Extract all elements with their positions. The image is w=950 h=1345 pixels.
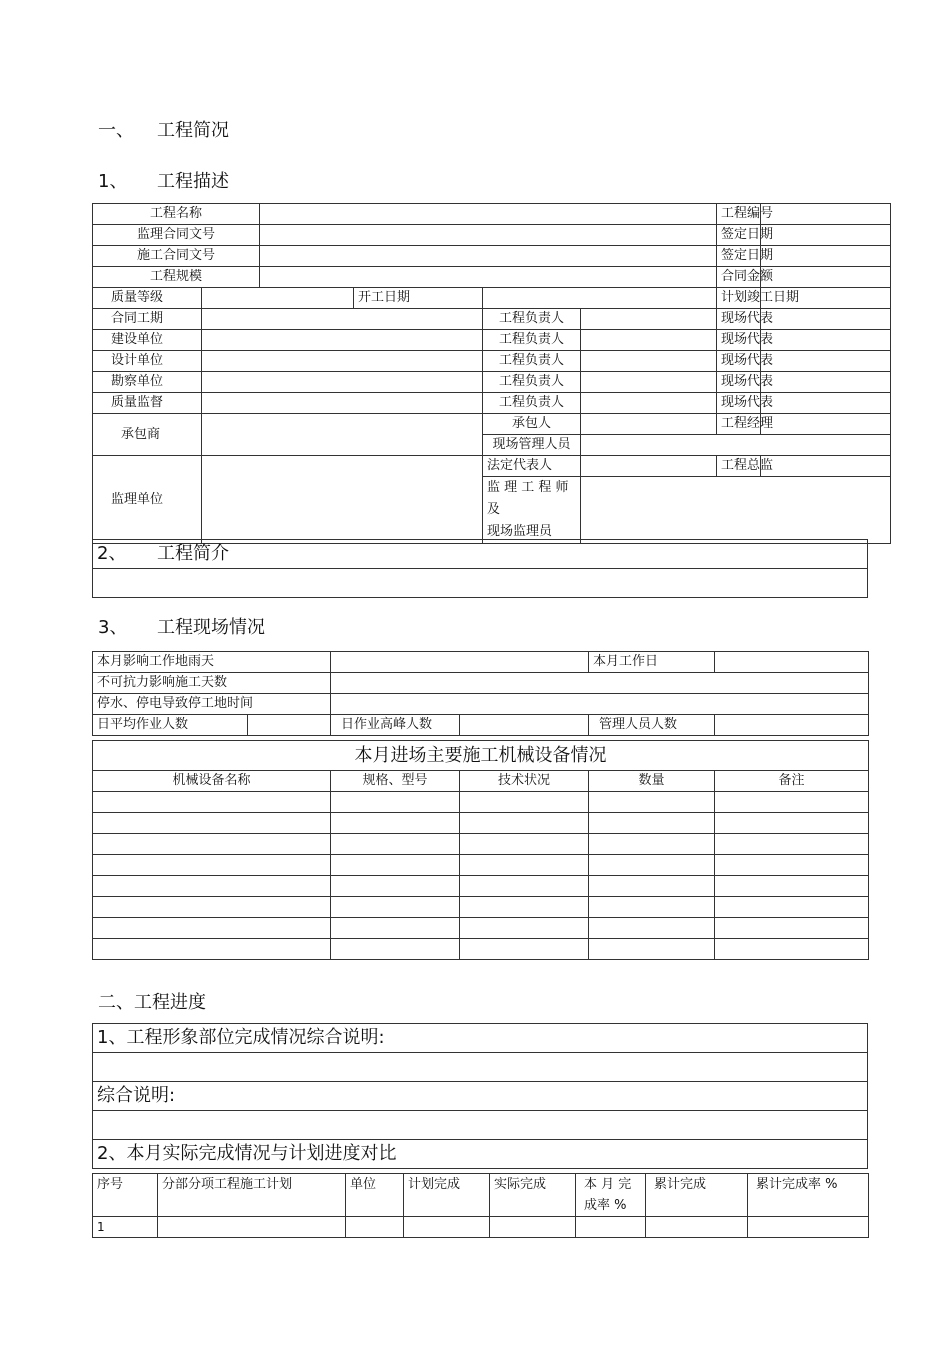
label-project-leader: 工程负责人 — [483, 309, 581, 330]
value-outage-time[interactable] — [331, 694, 869, 715]
label-project-leader: 工程负责人 — [483, 351, 581, 372]
cell[interactable] — [460, 876, 589, 897]
section-heading-overview — [98, 116, 229, 142]
cell[interactable] — [748, 1217, 869, 1238]
value-avg-workers[interactable] — [248, 715, 331, 736]
value-supervision-contract-no[interactable] — [260, 225, 717, 246]
cell[interactable] — [93, 813, 331, 834]
table-row — [93, 876, 869, 897]
label-site-rep: 现场代表 — [717, 351, 761, 372]
cell[interactable] — [346, 1217, 404, 1238]
value-legal-rep[interactable] — [581, 456, 717, 477]
header-cumulative: 累计完成 — [646, 1174, 748, 1217]
table-row — [93, 813, 869, 834]
label-legal-rep: 法定代表人 — [483, 456, 581, 477]
cell[interactable] — [93, 792, 331, 813]
cell[interactable] — [715, 813, 869, 834]
cell[interactable] — [490, 1217, 576, 1238]
value-site-rep[interactable] — [761, 351, 891, 372]
label-supervision-unit: 监理单位 — [93, 456, 202, 544]
section-number: 一、 — [98, 120, 134, 141]
value-designer[interactable] — [202, 351, 483, 372]
section-number: 1、 — [98, 171, 128, 192]
header-unit: 单位 — [346, 1174, 404, 1217]
header-planned: 计划完成 — [404, 1174, 490, 1217]
label-contract-period: 合同工期 — [93, 309, 202, 330]
cell[interactable] — [331, 813, 460, 834]
header-month-rate — [576, 1174, 646, 1217]
label-signing-date: 签定日期 — [717, 225, 761, 246]
cell[interactable] — [576, 1217, 646, 1238]
label-work-days: 本月工作日 — [589, 652, 715, 673]
cell[interactable] — [589, 876, 715, 897]
label-project-leader: 工程负责人 — [483, 330, 581, 351]
value-project-no[interactable] — [761, 204, 891, 225]
value-surveyor[interactable] — [202, 372, 483, 393]
table-row — [93, 1217, 869, 1238]
label-peak-workers: 日作业高峰人数 — [331, 715, 460, 736]
label-avg-workers: 日平均作业人数 — [93, 715, 248, 736]
value-site-rep[interactable] — [761, 309, 891, 330]
cell[interactable] — [331, 918, 460, 939]
table-row — [93, 939, 869, 960]
value-start-date[interactable] — [483, 288, 717, 309]
value-contractor[interactable] — [202, 414, 483, 456]
cell[interactable] — [715, 897, 869, 918]
section-title: 工程简况 — [157, 120, 229, 141]
project-intro-table — [92, 539, 868, 598]
cell[interactable] — [715, 792, 869, 813]
label-builder: 建设单位 — [93, 330, 202, 351]
label-supervisors — [483, 477, 581, 544]
cell[interactable] — [715, 855, 869, 876]
cell[interactable] — [331, 939, 460, 960]
label-supervisors-line2: 现场监理员 — [487, 524, 553, 539]
label-rain-days: 本月影响工作地雨天 — [93, 652, 331, 673]
value-project-leader[interactable] — [581, 372, 717, 393]
cell[interactable] — [93, 876, 331, 897]
label-signing-date: 签定日期 — [717, 246, 761, 267]
cell[interactable] — [715, 939, 869, 960]
value-project-leader[interactable] — [581, 330, 717, 351]
progress-summary-table — [92, 1023, 868, 1169]
label-project-manager: 工程经理 — [717, 414, 761, 435]
cell[interactable] — [460, 897, 589, 918]
label-planned-completion: 计划竣工日期 — [717, 288, 761, 309]
value-work-days[interactable] — [715, 652, 869, 673]
equipment-header: 备注 — [715, 771, 869, 792]
value-site-management[interactable] — [581, 435, 891, 456]
section-title: 工程描述 — [157, 171, 229, 192]
label-surveyor: 勘察单位 — [93, 372, 202, 393]
label-quality-supervision: 质量监督 — [93, 393, 202, 414]
cell[interactable] — [93, 897, 331, 918]
label-force-majeure: 不可抗力影响施工天数 — [93, 673, 331, 694]
cell[interactable] — [404, 1217, 490, 1238]
header-month-rate-line1: 本 月 完 — [584, 1177, 632, 1192]
cell[interactable] — [331, 876, 460, 897]
project-description-table — [92, 203, 891, 544]
cell[interactable] — [93, 939, 331, 960]
value-project-name[interactable] — [260, 204, 717, 225]
cell[interactable] — [715, 918, 869, 939]
cell[interactable] — [460, 813, 589, 834]
value-quality-supervision[interactable] — [202, 393, 483, 414]
value-contract-period[interactable] — [202, 309, 483, 330]
project-intro-heading — [93, 540, 868, 569]
cell[interactable] — [331, 834, 460, 855]
cell[interactable] — [331, 897, 460, 918]
cell[interactable] — [460, 918, 589, 939]
section-title: 工程简介 — [157, 543, 229, 564]
value-contract-amount[interactable] — [761, 267, 891, 288]
equipment-header: 技术状况 — [460, 771, 589, 792]
value-site-rep[interactable] — [761, 330, 891, 351]
value-project-leader[interactable] — [581, 351, 717, 372]
section-heading-progress: 二、工程进度 — [98, 992, 206, 1013]
label-supervisors-line1: 监 理 工 程 师 及 — [487, 480, 569, 517]
section-heading-description — [98, 167, 229, 193]
equipment-title: 本月进场主要施工机械设备情况 — [93, 741, 869, 771]
section-title: 工程现场情况 — [157, 617, 265, 638]
summary-heading-1: 1、工程形象部位完成情况综合说明: — [93, 1024, 868, 1053]
value-project-leader[interactable] — [581, 309, 717, 330]
value-construction-contract-no[interactable] — [260, 246, 717, 267]
cell[interactable] — [589, 834, 715, 855]
value-signing-date[interactable] — [761, 225, 891, 246]
label-contracting-person: 承包人 — [483, 414, 581, 435]
section-number: 2、 — [97, 543, 127, 564]
section-heading-site — [98, 613, 265, 639]
equipment-header: 数量 — [589, 771, 715, 792]
header-actual: 实际完成 — [490, 1174, 576, 1217]
value-site-rep[interactable] — [761, 372, 891, 393]
label-chief-supervisor: 工程总监 — [717, 456, 761, 477]
label-managers: 管理人员人数 — [589, 715, 715, 736]
cell[interactable] — [331, 792, 460, 813]
cell[interactable] — [589, 792, 715, 813]
project-intro-content[interactable] — [93, 569, 868, 598]
value-chief-supervisor[interactable] — [761, 456, 891, 477]
label-supervision-contract-no: 监理合同文号 — [93, 225, 260, 246]
cell[interactable] — [331, 855, 460, 876]
cell[interactable] — [715, 834, 869, 855]
cell[interactable] — [589, 918, 715, 939]
cell[interactable] — [646, 1217, 748, 1238]
label-outage-time: 停水、停电导致停工地时间 — [93, 694, 331, 715]
value-contracting-person[interactable] — [581, 414, 717, 435]
value-peak-workers[interactable] — [460, 715, 589, 736]
label-construction-contract-no: 施工合同文号 — [93, 246, 260, 267]
table-row — [93, 897, 869, 918]
cell[interactable] — [460, 939, 589, 960]
equipment-header: 规格、型号 — [331, 771, 460, 792]
value-project-leader[interactable] — [581, 393, 717, 414]
cell[interactable] — [158, 1217, 346, 1238]
label-site-rep: 现场代表 — [717, 309, 761, 330]
value-supervision-unit[interactable] — [202, 456, 483, 544]
value-builder[interactable] — [202, 330, 483, 351]
summary-heading-2: 综合说明: — [93, 1082, 868, 1111]
cell[interactable] — [589, 855, 715, 876]
label-site-rep: 现场代表 — [717, 330, 761, 351]
summary-content-2[interactable] — [93, 1111, 868, 1140]
label-site-rep: 现场代表 — [717, 372, 761, 393]
label-start-date: 开工日期 — [354, 288, 483, 309]
section-number: 3、 — [98, 617, 128, 638]
row-seq: 1 — [93, 1217, 158, 1238]
cell[interactable] — [460, 834, 589, 855]
cell[interactable] — [93, 834, 331, 855]
label-quality-grade: 质量等级 — [93, 288, 202, 309]
equipment-header: 机械设备名称 — [93, 771, 331, 792]
label-designer: 设计单位 — [93, 351, 202, 372]
table-row — [93, 834, 869, 855]
value-site-rep[interactable] — [761, 393, 891, 414]
label-project-scale: 工程规模 — [93, 267, 260, 288]
cell[interactable] — [460, 855, 589, 876]
value-rain-days[interactable] — [331, 652, 589, 673]
label-project-leader: 工程负责人 — [483, 372, 581, 393]
header-seq: 序号 — [93, 1174, 158, 1217]
label-contract-amount: 合同金额 — [717, 267, 761, 288]
label-project-no: 工程编号 — [717, 204, 761, 225]
header-cumulative-rate: 累计完成率 % — [748, 1174, 869, 1217]
cell[interactable] — [589, 939, 715, 960]
cell[interactable] — [93, 918, 331, 939]
label-site-rep: 现场代表 — [717, 393, 761, 414]
cell[interactable] — [93, 855, 331, 876]
table-row — [93, 855, 869, 876]
value-managers[interactable] — [715, 715, 869, 736]
summary-content-1[interactable] — [93, 1053, 868, 1082]
value-project-scale[interactable] — [260, 267, 717, 288]
value-quality-grade[interactable] — [202, 288, 354, 309]
header-plan: 分部分项工程施工计划 — [158, 1174, 346, 1217]
cell[interactable] — [460, 792, 589, 813]
label-contractor: 承包商 — [93, 414, 202, 456]
label-project-leader: 工程负责人 — [483, 393, 581, 414]
cell[interactable] — [589, 813, 715, 834]
header-month-rate-line2: 成率 % — [584, 1198, 627, 1213]
value-signing-date[interactable] — [761, 246, 891, 267]
equipment-table — [92, 740, 869, 960]
cell[interactable] — [589, 897, 715, 918]
compare-title: 2、本月实际完成情况与计划进度对比 — [93, 1140, 868, 1169]
value-project-manager[interactable] — [761, 414, 891, 435]
site-conditions-table — [92, 651, 869, 736]
cell[interactable] — [715, 876, 869, 897]
label-site-management: 现场管理人员 — [483, 435, 581, 456]
progress-compare-table — [92, 1173, 869, 1238]
value-force-majeure[interactable] — [331, 673, 869, 694]
table-row — [93, 792, 869, 813]
table-row — [93, 918, 869, 939]
label-project-name: 工程名称 — [93, 204, 260, 225]
value-supervisors[interactable] — [581, 477, 891, 544]
